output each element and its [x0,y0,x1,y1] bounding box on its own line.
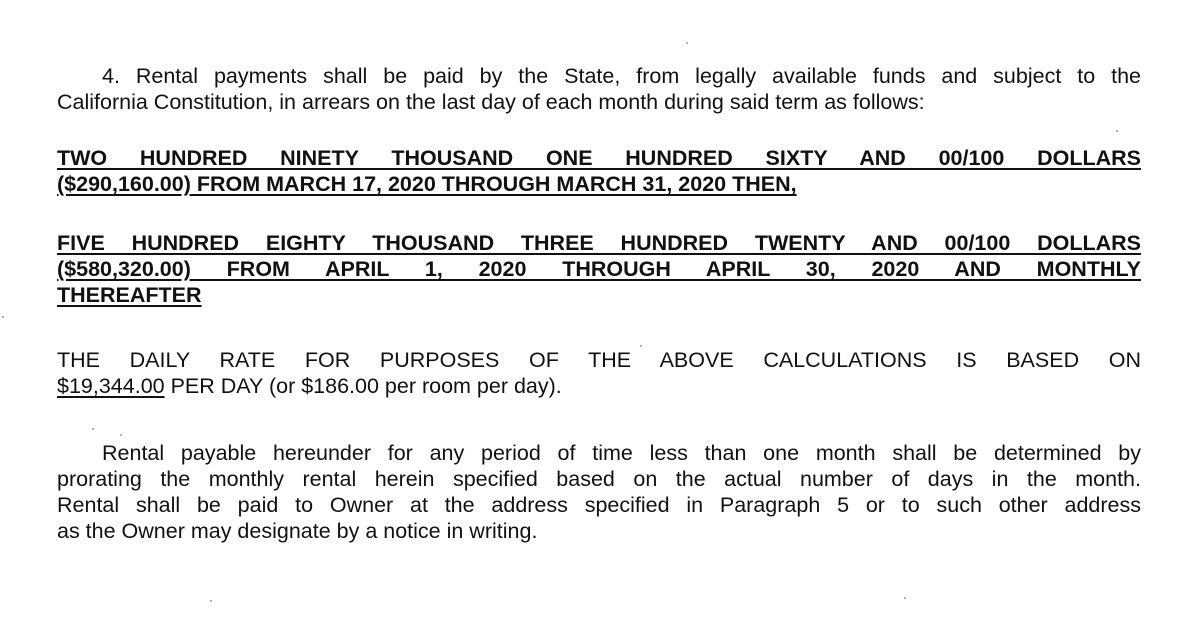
scan-speck [92,428,94,430]
scan-speck [2,316,4,318]
proration-line: Rental payable hereunder for any period of time less than one month shall be determined by [102,441,1141,465]
scan-speck [210,600,212,602]
scan-speck [120,434,122,436]
daily-rate-amount: $19,344.00 [57,374,165,398]
rate-clause-march [57,145,1141,197]
scan-speck [640,345,642,347]
rate-line: FIVE HUNDRED EIGHTY THOUSAND THREE HUNDRED TWENTY AND 00/100 DOLLARS [57,231,1141,255]
proration-line: Rental shall be paid to Owner at the address specified in Paragraph 5 or to such other address [57,493,1141,517]
daily-rate-text: PER DAY (or $186.00 per room per day). [164,374,562,398]
paragraph-line: California Constitution, in arrears on the last day of each month during said term as follows: [57,90,925,114]
scan-speck [1116,130,1118,132]
daily-rate-clause [57,347,1141,399]
scan-speck [904,597,906,599]
proration-paragraph [57,440,1141,544]
rate-line: ($580,320.00) FROM APRIL 1, 2020 THROUGH APRIL 30, 2020 AND MONTHLY [57,257,1141,281]
rate-line: ($290,160.00) FROM MARCH 17, 2020 THROUGH MARCH 31, 2020 THEN, [57,172,797,196]
rate-line: TWO HUNDRED NINETY THOUSAND ONE HUNDRED SIXTY AND 00/100 DOLLARS [57,146,1141,170]
proration-line: prorating the monthly rental herein specified based on the actual number of days in the month. [57,467,1141,491]
daily-rate-line-2 [57,373,1141,399]
rate-clause-april [57,230,1141,308]
proration-line: as the Owner may designate by a notice in writing. [57,519,538,543]
paragraph-rental-payments [57,63,1141,115]
paragraph-line: 4. Rental payments shall be paid by the State, from legally available funds and subject to the [102,64,1141,88]
rate-line: THEREAFTER [57,283,202,307]
scan-speck [686,42,688,44]
daily-rate-line: THE DAILY RATE FOR PURPOSES OF THE ABOVE CALCULATIONS IS BASED ON [57,348,1141,372]
